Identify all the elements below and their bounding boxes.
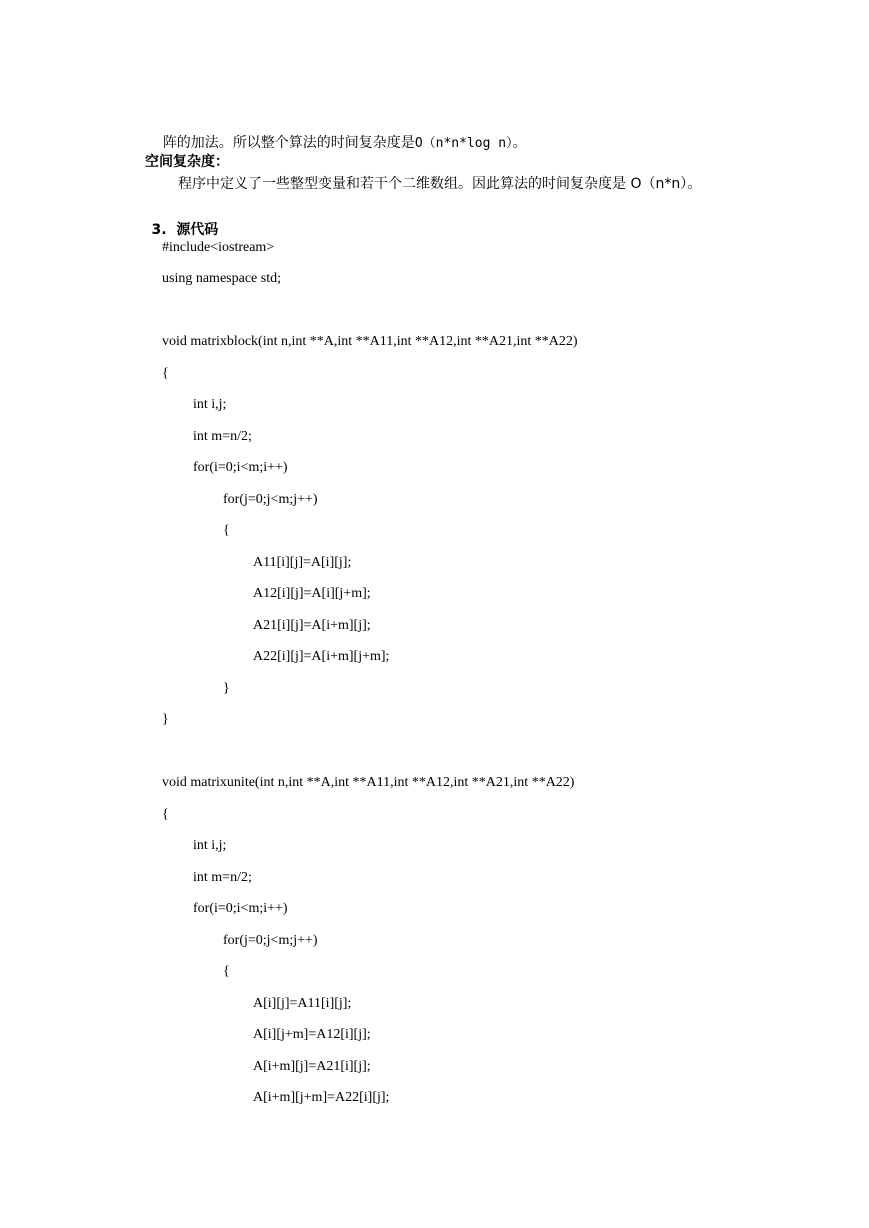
code-line: } xyxy=(223,681,230,696)
code-line: { xyxy=(162,366,169,381)
code-line: A[i+m][j]=A21[i][j]; xyxy=(253,1059,371,1074)
code-line: A11[i][j]=A[i][j]; xyxy=(253,555,352,570)
code-line: { xyxy=(223,964,230,979)
code-line: A[i+m][j+m]=A22[i][j]; xyxy=(253,1090,390,1105)
code-line: using namespace std; xyxy=(162,271,281,286)
space-complexity-text: 程序中定义了一些整型变量和若干个二维数组。因此算法的时间复杂度是 O（n*n）。 xyxy=(178,176,702,192)
space-complexity-heading: 空间复杂度： xyxy=(145,154,229,170)
code-line: void matrixblock(int n,int **A,int **A11,int **A12,int **A21,int **A22) xyxy=(162,334,578,349)
code-line: for(j=0;j<m;j++) xyxy=(223,933,318,948)
code-line: } xyxy=(162,712,169,727)
code-line: for(j=0;j<m;j++) xyxy=(223,492,318,507)
code-line: int i,j; xyxy=(193,397,227,412)
code-line: { xyxy=(223,523,230,538)
code-line: A[i][j]=A11[i][j]; xyxy=(253,996,352,1011)
code-line: int i,j; xyxy=(193,838,227,853)
time-complexity-end: 。 xyxy=(512,135,527,151)
code-line: A21[i][j]=A[i+m][j]; xyxy=(253,618,371,633)
code-line: void matrixunite(int n,int **A,int **A11,int **A12,int **A21,int **A22) xyxy=(162,775,575,790)
code-line: int m=n/2; xyxy=(193,870,252,885)
code-line: { xyxy=(162,807,169,822)
section-title: 源代码 xyxy=(176,222,219,238)
code-line: for(i=0;i<m;i++) xyxy=(193,901,288,916)
time-complexity-formula: O（n*n*log n） xyxy=(414,136,513,151)
code-line: A22[i][j]=A[i+m][j+m]; xyxy=(253,649,390,664)
code-line: #include<iostream> xyxy=(162,240,275,255)
time-complexity-text: 阵的加法。所以整个算法的时间复杂度是 xyxy=(162,135,415,151)
code-line: int m=n/2; xyxy=(193,429,252,444)
code-line: A12[i][j]=A[i][j+m]; xyxy=(253,586,371,601)
code-line: for(i=0;i<m;i++) xyxy=(193,460,288,475)
code-line: A[i][j+m]=A12[i][j]; xyxy=(253,1027,371,1042)
section-number: 3. xyxy=(151,222,167,238)
